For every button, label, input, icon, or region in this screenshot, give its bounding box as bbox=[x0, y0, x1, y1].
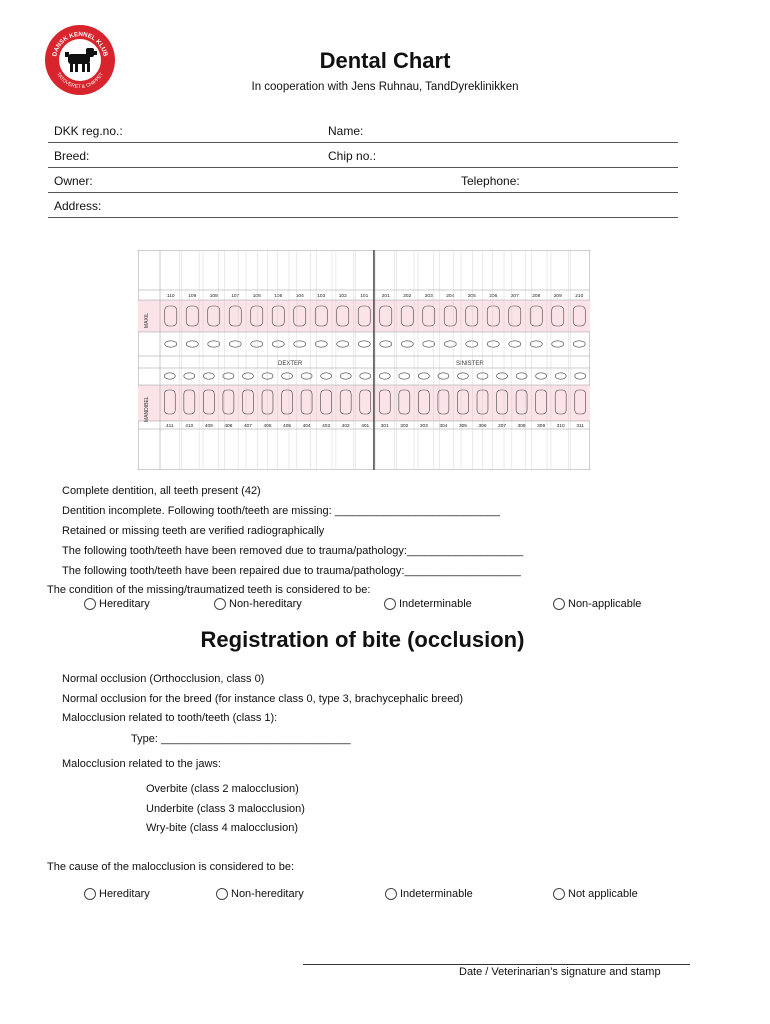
radio-circle-icon[interactable] bbox=[384, 598, 396, 610]
radio-circle-icon[interactable] bbox=[84, 598, 96, 610]
lower-tooth-number: 402 bbox=[341, 424, 350, 429]
condition-option-non-applicable[interactable]: Non-applicable bbox=[553, 598, 641, 610]
condition-question: The condition of the missing/traumatized teeth is considered to be: bbox=[47, 584, 371, 596]
lower-tooth-number: 305 bbox=[458, 424, 467, 429]
dental-chart bbox=[138, 250, 590, 470]
mandibel-label: MANDIBEL bbox=[144, 396, 150, 422]
lower-tooth-number: 408 bbox=[224, 424, 233, 429]
lower-tooth-number: 307 bbox=[498, 424, 507, 429]
form-row-2 bbox=[48, 143, 678, 168]
lower-tooth-number: 301 bbox=[380, 424, 389, 429]
cause-option-hereditary[interactable]: Hereditary bbox=[84, 888, 150, 900]
lower-tooth-number: 404 bbox=[302, 424, 311, 429]
upper-tooth-number: 202 bbox=[403, 294, 412, 299]
cause-option-not-applicable[interactable]: Not applicable bbox=[553, 888, 638, 900]
address-label: Address: bbox=[54, 199, 102, 213]
cause-option-indeterminable[interactable]: Indeterminable bbox=[385, 888, 473, 900]
form-row-4 bbox=[48, 193, 678, 218]
lower-tooth-number: 406 bbox=[263, 424, 272, 429]
upper-tooth-number: 108 bbox=[209, 294, 218, 299]
upper-tooth-number: 103 bbox=[317, 294, 326, 299]
upper-tooth-number: 201 bbox=[381, 294, 390, 299]
chip-label: Chip no.: bbox=[328, 149, 377, 163]
upper-tooth-number: 105 bbox=[274, 294, 283, 299]
lower-tooth-number: 304 bbox=[439, 424, 448, 429]
lower-tooth-number: 407 bbox=[243, 424, 252, 429]
repaired-teeth-text: The following tooth/teeth have been repaired due to trauma/pathology:___________________ bbox=[62, 565, 521, 577]
logo-bottom-text: TATOVERET & CHIPPET bbox=[54, 71, 106, 91]
overbite-text: Overbite (class 2 malocclusion) bbox=[146, 783, 299, 795]
form-row-1 bbox=[48, 118, 678, 143]
radio-circle-icon[interactable] bbox=[553, 888, 565, 900]
malocclusion-jaws-text: Malocclusion related to the jaws: bbox=[62, 758, 221, 770]
lower-tooth-number: 403 bbox=[322, 424, 331, 429]
lower-tooth-number: 411 bbox=[165, 424, 174, 429]
form-row-3 bbox=[48, 168, 678, 193]
lower-tooth-number: 401 bbox=[361, 424, 370, 429]
upper-tooth-number: 104 bbox=[295, 294, 304, 299]
lower-tooth-number: 303 bbox=[419, 424, 428, 429]
wrybite-text: Wry-bite (class 4 malocclusion) bbox=[146, 822, 299, 834]
lower-tooth-number: 302 bbox=[400, 424, 409, 429]
lower-tooth-number: 309 bbox=[537, 424, 546, 429]
underbite-text: Underbite (class 3 malocclusion) bbox=[146, 803, 305, 815]
condition-option-hereditary[interactable]: Hereditary bbox=[84, 598, 150, 610]
upper-tooth-number: 106 bbox=[252, 294, 261, 299]
upper-tooth-number: 208 bbox=[532, 294, 541, 299]
dexter-label: DEXTER bbox=[278, 361, 303, 367]
retained-teeth-text: Retained or missing teeth are verified radiographically bbox=[62, 525, 325, 537]
maxil-label: MAXIL bbox=[144, 312, 150, 328]
upper-tooth-number: 207 bbox=[510, 294, 519, 299]
page-title: Dental Chart bbox=[319, 48, 451, 73]
owner-label: Owner: bbox=[54, 174, 93, 188]
upper-tooth-number: 101 bbox=[360, 294, 369, 299]
upper-tooth-number: 210 bbox=[575, 294, 584, 299]
condition-option-indeterminable[interactable]: Indeterminable bbox=[384, 598, 472, 610]
logo-top-text: DANSK KENNEL KLUB bbox=[51, 30, 109, 58]
condition-option-non-hereditary[interactable]: Non-hereditary bbox=[214, 598, 302, 610]
upper-tooth-number: 204 bbox=[446, 294, 455, 299]
upper-tooth-number: 102 bbox=[338, 294, 347, 299]
cause-option-non-hereditary[interactable]: Non-hereditary bbox=[216, 888, 304, 900]
normal-occlusion-breed-text: Normal occlusion for the breed (for instance class 0, type 3, brachycephalic breed) bbox=[62, 693, 464, 705]
breed-label: Breed: bbox=[54, 149, 90, 163]
radio-circle-icon[interactable] bbox=[84, 888, 96, 900]
removed-teeth-text: The following tooth/teeth have been removed due to trauma/pathology:___________________ bbox=[62, 545, 524, 557]
lower-tooth-number: 405 bbox=[283, 424, 292, 429]
name-label: Name: bbox=[328, 124, 364, 138]
upper-tooth-number: 206 bbox=[489, 294, 498, 299]
bite-heading: Registration of bite (occlusion) bbox=[200, 627, 525, 652]
signature-label: Date / Veterinarian’s signature and stamp bbox=[459, 966, 661, 978]
upper-tooth-number: 205 bbox=[467, 294, 476, 299]
page-subtitle: In cooperation with Jens Ruhnau, TandDyreklinikken bbox=[251, 81, 519, 93]
lower-tooth-number: 310 bbox=[556, 424, 565, 429]
malocclusion-tooth-text: Malocclusion related to tooth/teeth (class 1): bbox=[62, 712, 278, 724]
lower-tooth-number: 410 bbox=[185, 424, 194, 429]
malocclusion-type-field: Type: _______________________________ bbox=[131, 733, 351, 745]
telephone-label: Telephone: bbox=[461, 174, 520, 188]
upper-tooth-number: 110 bbox=[166, 294, 175, 299]
radio-circle-icon[interactable] bbox=[214, 598, 226, 610]
signature-line bbox=[303, 964, 690, 965]
lower-tooth-number: 409 bbox=[204, 424, 213, 429]
normal-occlusion-text: Normal occlusion (Orthocclusion, class 0) bbox=[62, 673, 265, 685]
complete-dentition-text: Complete dentition, all teeth present (42) bbox=[62, 485, 261, 497]
cause-question: The cause of the malocclusion is considered to be: bbox=[47, 861, 295, 873]
upper-tooth-number: 109 bbox=[188, 294, 197, 299]
lower-tooth-number: 308 bbox=[517, 424, 526, 429]
lower-tooth-number: 311 bbox=[576, 424, 585, 429]
radio-circle-icon[interactable] bbox=[553, 598, 565, 610]
upper-tooth-number: 209 bbox=[553, 294, 562, 299]
lower-tooth-number: 306 bbox=[478, 424, 487, 429]
sinister-label: SINISTER bbox=[456, 361, 484, 367]
radio-circle-icon[interactable] bbox=[216, 888, 228, 900]
incomplete-dentition-text: Dentition incomplete. Following tooth/teeth are missing: ___________________________ bbox=[62, 505, 500, 517]
radio-circle-icon[interactable] bbox=[385, 888, 397, 900]
upper-tooth-number: 203 bbox=[424, 294, 433, 299]
upper-tooth-number: 107 bbox=[231, 294, 240, 299]
dkk-reg-label: DKK reg.no.: bbox=[54, 124, 123, 138]
